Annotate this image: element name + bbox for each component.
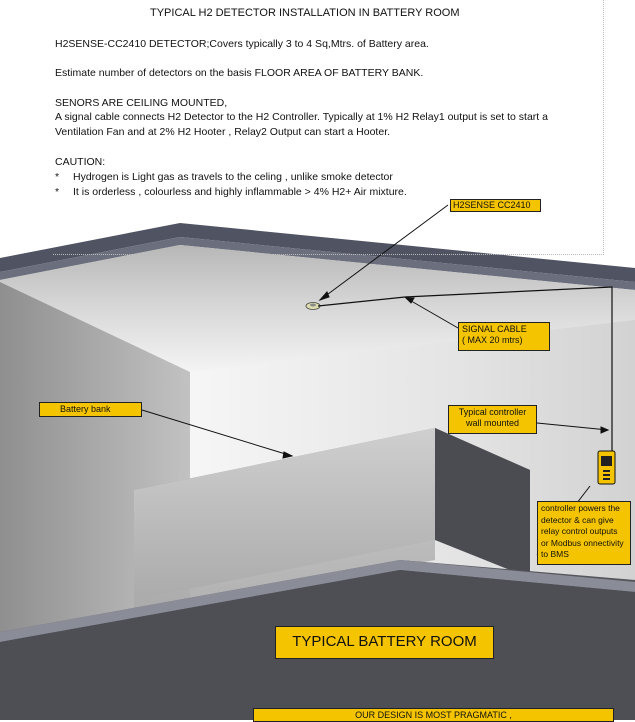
ceiling-mounted-text: SENORS ARE CEILING MOUNTED, [55, 97, 228, 109]
caution-title: CAUTION: [55, 156, 106, 168]
signal-cable-label-line1: SIGNAL CABLE [462, 324, 527, 334]
page-title: TYPICAL H2 DETECTOR INSTALLATION IN BATTERY ROOM [150, 7, 460, 19]
detector-coverage-text: H2SENSE-CC2410 DETECTOR;Covers typically 3 to 4 Sq,Mtrs. of Battery area. [55, 38, 429, 50]
signal-cable-label-line2: ( MAX 20 mtrs) [462, 335, 523, 345]
signal-cable-label [458, 322, 550, 351]
caution-item: It is orderless , colourless and highly inflammable > 4% H2+ Air mixture. [73, 186, 407, 198]
battery-bank-label: Battery bank [39, 402, 142, 417]
controller-label-line2: wall mounted [465, 418, 520, 428]
caution-bullet: * [55, 171, 60, 183]
controller-label [448, 405, 537, 434]
detector-label: H2SENSE CC2410 [450, 199, 541, 212]
wall-controller-device [598, 451, 615, 484]
h2-detector-device [306, 303, 320, 310]
signal-cable-text: A signal cable connects H2 Detector to the H2 Controller. Typically at 1% H2 Relay1 output is set to start a [55, 111, 548, 123]
caution-bullet: * [55, 186, 60, 198]
caution-item: Hydrogen is Light gas as travels to the celing , unlike smoke detector [73, 171, 393, 183]
footer-banner: OUR DESIGN IS MOST PRAGMATIC , [253, 708, 614, 722]
room-title-box: TYPICAL BATTERY ROOM [275, 626, 494, 659]
estimate-text: Estimate number of detectors on the basis FLOOR AREA OF BATTERY BANK. [55, 67, 424, 79]
relay-text: Ventilation Fan and at 2% H2 Hooter , Relay2 Output can start a Hooter. [55, 126, 391, 138]
controller-info-label: controller powers the detector & can give relay control outputs or Modbus onnectivity to BMS [537, 501, 631, 565]
controller-label-line1: Typical controller [458, 407, 527, 417]
